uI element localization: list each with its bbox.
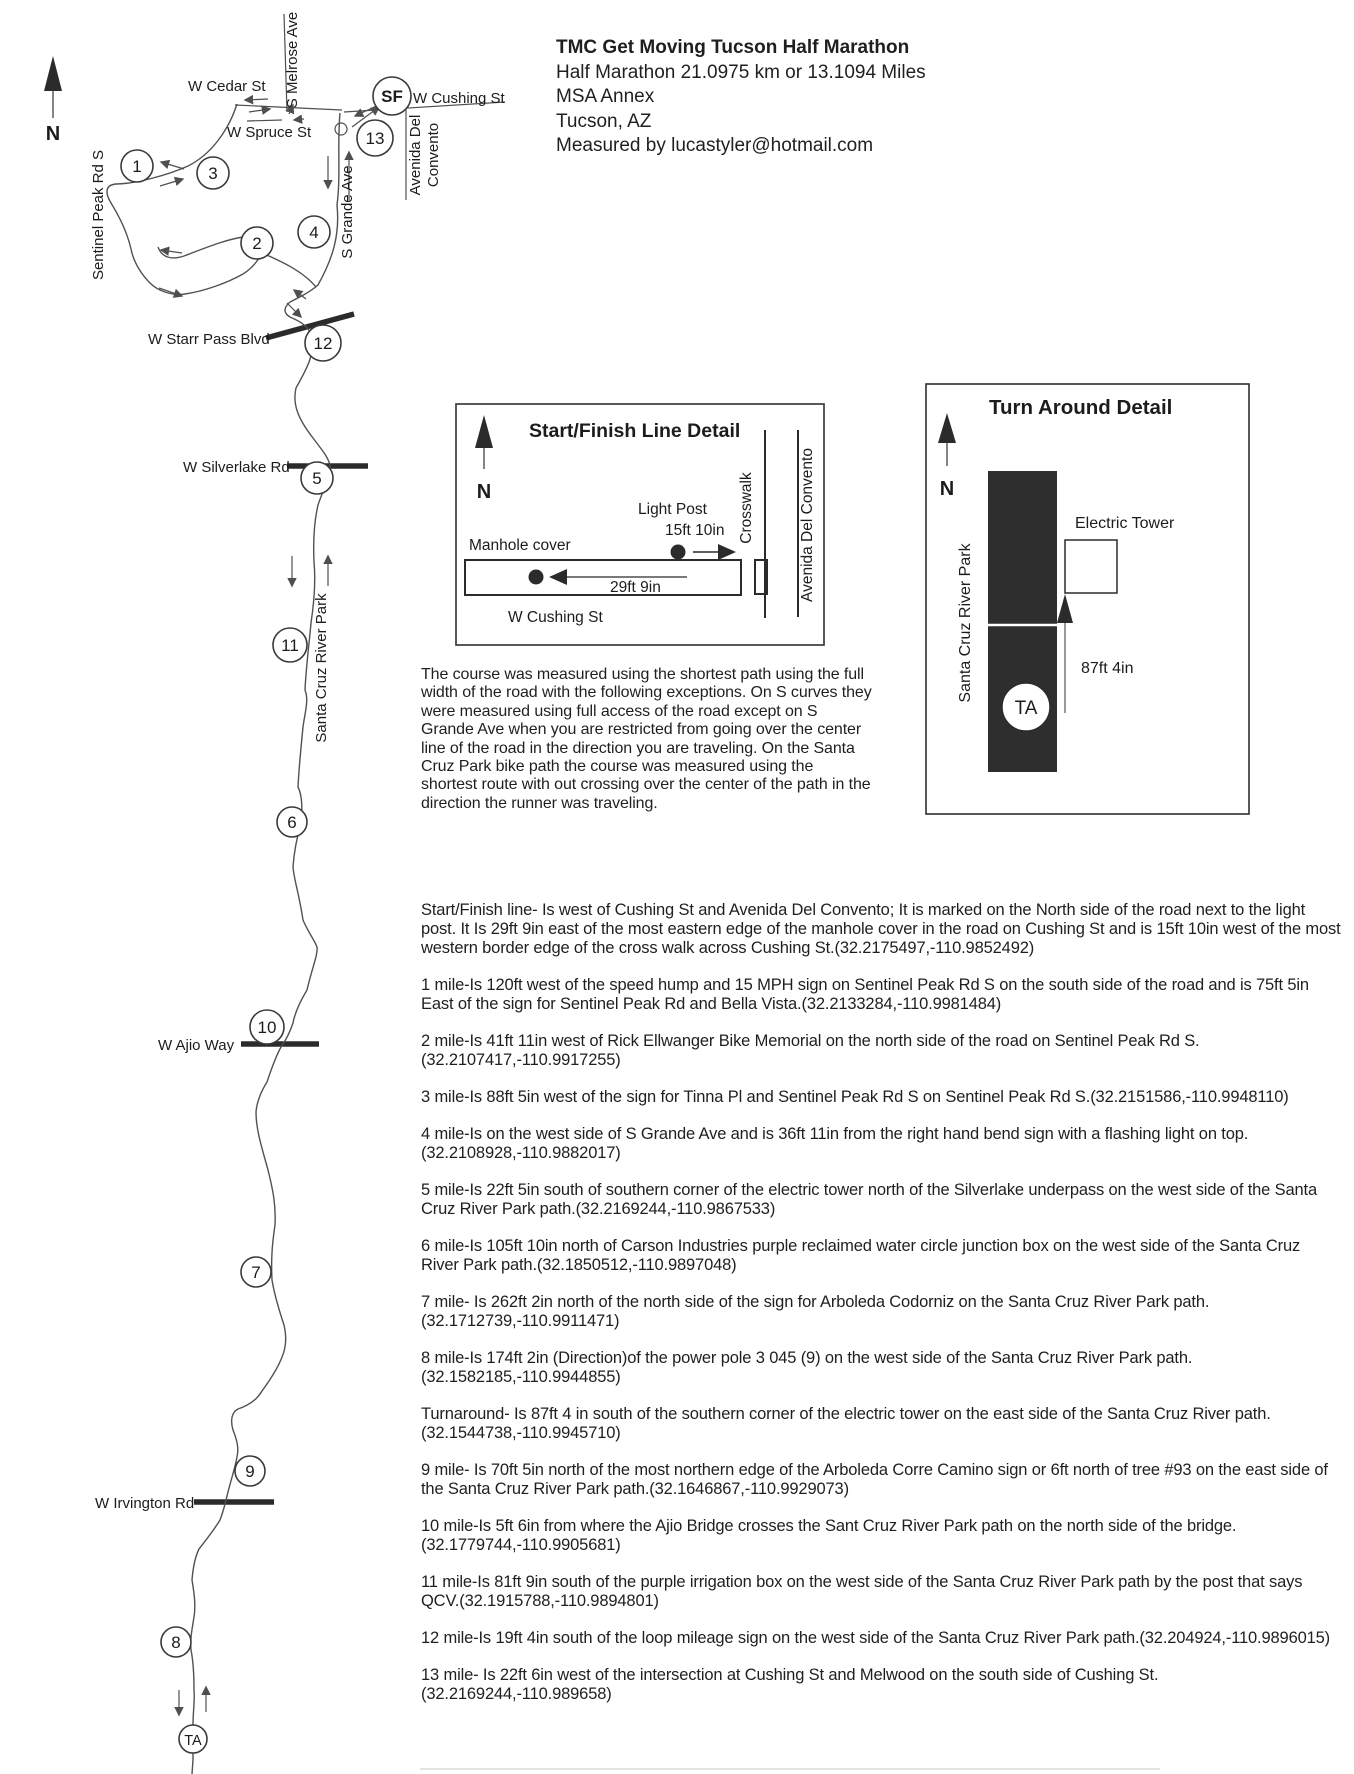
route-main-path [191,113,340,1774]
ta-north-arrow-icon [938,413,956,500]
document-city: Tucson, AZ [556,110,652,132]
mile-description-10: 10 mile-Is 5ft 6in from where the Ajio Bridge crosses the Sant Cruz River Park path on the north side of the bridge. (32.1779744,-110.9905681) [421,1517,1237,1554]
start-finish-detail-box [455,403,825,651]
svg-text:10: 10 [257,1018,277,1037]
svg-text:8: 8 [171,1633,181,1652]
mile-description-6: 6 mile-Is 105ft 10in north of Carson Industries purple reclaimed water circle junction box on the west side of the Santa Cruz River Park path.(32.1850512,-110.9897048) [421,1237,1301,1274]
mile-marker-2 [241,227,273,259]
north-measure-arrow-icon [1057,594,1073,623]
mile-marker-13 [357,120,393,156]
mile-marker-10 [250,1010,284,1044]
ta-distance-label: 87ft 4in [1081,660,1134,677]
east-arrow-icon [718,544,736,560]
mile-description-13: 13 mile- Is 22ft 6in west of the intersection at Cushing St and Melwood on the south side of Cushing St.(32.2169244,-110.989658) [421,1666,1159,1703]
document-measured-by: Measured by lucastyler@hotmail.com [556,135,874,156]
document-title: TMC Get Moving Tucson Half Marathon [556,37,910,58]
mile-description-12: 12 mile-Is 19ft 4in south of the loop mileage sign on the west side of the Santa Cruz River Park path.(32.204924,-110.9896015) [421,1629,1331,1647]
course-measurement-note: The course was measured using the shortest path using the full width of the road with the following exceptions. On S curves they were measured using full access of the road except on S Grande Ave when you are restricted from going over the center line of the road in the direction you are traveling. On the Santa Cruz Park bike path the course was measured using the shortest route with out crossing over the center of the path in the direction the runner was traveling. [421,666,872,812]
sf-north-label: N [476,481,492,503]
mile-marker-6 [277,807,307,837]
mile-marker-8 [161,1627,191,1657]
sf-street-label: W Cushing St [508,609,603,626]
mile-description-11: 11 mile-Is 81ft 9in south of the purple irrigation box on the west side of the Santa Cruz River Park path by the post that says QCV.(32.1915788,-110.9894801) [421,1573,1303,1610]
start-finish-description: Start/Finish line- Is west of Cushing St and Avenida Del Convento; It is marked on the North side of the road next to the light post. It Is 29ft 9in east of the most eastern edge of the manhole cover in the road on Cushing St and is 15ft 10in west of the most western border edge of the cross walk across Cushing St.(32.2175497,-110.9852492) [421,901,1341,957]
turnaround-detail-box [925,383,1250,820]
svg-text:SF: SF [381,87,403,106]
street-lines [235,11,505,200]
street-label-avenida-2: Convento [425,122,442,188]
street-label-grande: S Grande Ave [339,165,356,259]
svg-text:1: 1 [132,157,142,176]
document-venue: MSA Annex [556,86,655,107]
mile-description-3: 3 mile-Is 88ft 5in west of the sign for Tinna Pl and Sentinel Peak Rd S on Sentinel Peak Rd S.(32.2151586,-110.9948110) [421,1088,1289,1106]
street-label-cushing: W Cushing St [413,90,505,107]
manhole-label: Manhole cover [469,537,571,554]
svg-text:TA: TA [184,1733,202,1749]
route-connector [260,252,316,287]
document-header [556,36,926,159]
svg-text:12: 12 [313,334,333,353]
street-label-cedar: W Cedar St [188,78,266,95]
mile-description-5: 5 mile-Is 22ft 5in south of southern corner of the electric tower north of the Silverlake underpass on the west side of the Santa Cruz River Park path.(32.2169244,-110.9867533) [421,1181,1317,1218]
manhole-distance: 29ft 9in [610,579,661,596]
mile-marker-3 [197,157,229,189]
mile-description-1: 1 mile-Is 120ft west of the speed hump and 15 MPH sign on Sentinel Peak Rd S on the south side of the road and is 75ft 5in East of the sign for Sentinel Peak Rd and Bella Vista.(32.2133284,-110.9981484) [421,976,1309,1013]
north-label: N [45,123,61,145]
mile-marker-5 [301,462,333,494]
electric-tower-square [1065,540,1117,593]
mile-description-list [421,901,1342,1722]
turnaround-marker [179,1725,207,1753]
start-finish-marker [373,77,411,115]
mile-marker-12 [305,325,341,361]
mile-marker-4 [298,216,330,248]
mile-marker-11 [273,628,307,662]
manhole-dot [529,570,544,585]
north-arrow-icon [44,56,62,145]
ta-circle-label: TA [1014,698,1038,719]
street-label-river-park: Santa Cruz River Park [313,593,330,743]
street-label-melrose: S Melrose Ave [284,11,301,109]
svg-text:6: 6 [287,813,297,832]
sf-detail-title: Start/Finish Line Detail [529,420,741,442]
ta-park-label: Santa Cruz River Park [957,543,974,703]
light-post-label: Light Post [638,501,707,518]
document-subtitle: Half Marathon 21.0975 km or 13.1094 Miles [556,61,926,83]
ta-detail-title: Turn Around Detail [989,396,1173,419]
crosswalk-label: Crosswalk [738,472,755,544]
mile-description-4: 4 mile-Is on the west side of S Grande Ave and is 36ft 11in from the right hand bend sign with a flashing light on top. (32.2108928,-110.9882017) [421,1125,1249,1162]
street-label-silverlake: W Silverlake Rd [183,459,290,476]
svg-text:7: 7 [251,1263,261,1282]
street-label-spruce: W Spruce St [227,124,312,141]
svg-text:3: 3 [208,164,218,183]
street-label-sentinel: Sentinel Peak Rd S [90,149,107,281]
race-route [107,104,340,1774]
mile-description-2: 2 mile-Is 41ft 11in west of Rick Ellwanger Bike Memorial on the north side of the road on Sentinel Peak Rd S. (32.2107417,-110.9917255) [421,1032,1200,1069]
street-label-avenida-1: Avenida Del [407,114,424,196]
svg-text:9: 9 [245,1462,255,1481]
mile-description-8: 8 mile-Is 174ft 2in (Direction)of the power pole 3 045 (9) on the west side of the Santa Cruz River Park path.(32.1582185,-110.9944855) [421,1349,1193,1386]
street-label-starr-pass: W Starr Pass Blvd [148,331,270,348]
street-label-irvington: W Irvington Rd [95,1495,195,1512]
mile-description-7: 7 mile- Is 262ft 2in north of the north side of the sign for Arboleda Codorniz on the Santa Cruz River Park path. (32.1712739,-110.9911471) [421,1293,1210,1330]
light-post-distance: 15ft 10in [665,522,725,539]
mile-marker-1 [121,150,153,182]
electric-tower-label: Electric Tower [1075,515,1175,532]
cross-road-lines [194,314,368,1502]
svg-text:4: 4 [309,223,319,242]
mile-marker-7 [241,1257,271,1287]
light-post-dot [671,545,686,560]
mile-description-9: 9 mile- Is 70ft 5in north of the most northern edge of the Arboleda Corre Camino sign or 6ft north of tree #93 on the east side of the Santa Cruz River Park path.(32.1646867,-110.9929073) [421,1461,1328,1498]
sf-north-arrow-icon [475,415,493,503]
ta-north-label: N [939,478,955,500]
svg-text:5: 5 [312,469,322,488]
svg-text:2: 2 [252,234,262,253]
sf-avenida-label: Avenida Del Convento [799,448,816,602]
svg-text:11: 11 [281,636,299,655]
street-label-ajio: W Ajio Way [158,1037,235,1054]
mile-marker-9 [235,1456,265,1486]
svg-text:13: 13 [365,129,385,148]
turnaround-description: Turnaround- Is 87ft 4 in south of the southern corner of the electric tower on the east side of the Santa Cruz River path. (32.1544738,-110.9945710) [421,1405,1271,1442]
